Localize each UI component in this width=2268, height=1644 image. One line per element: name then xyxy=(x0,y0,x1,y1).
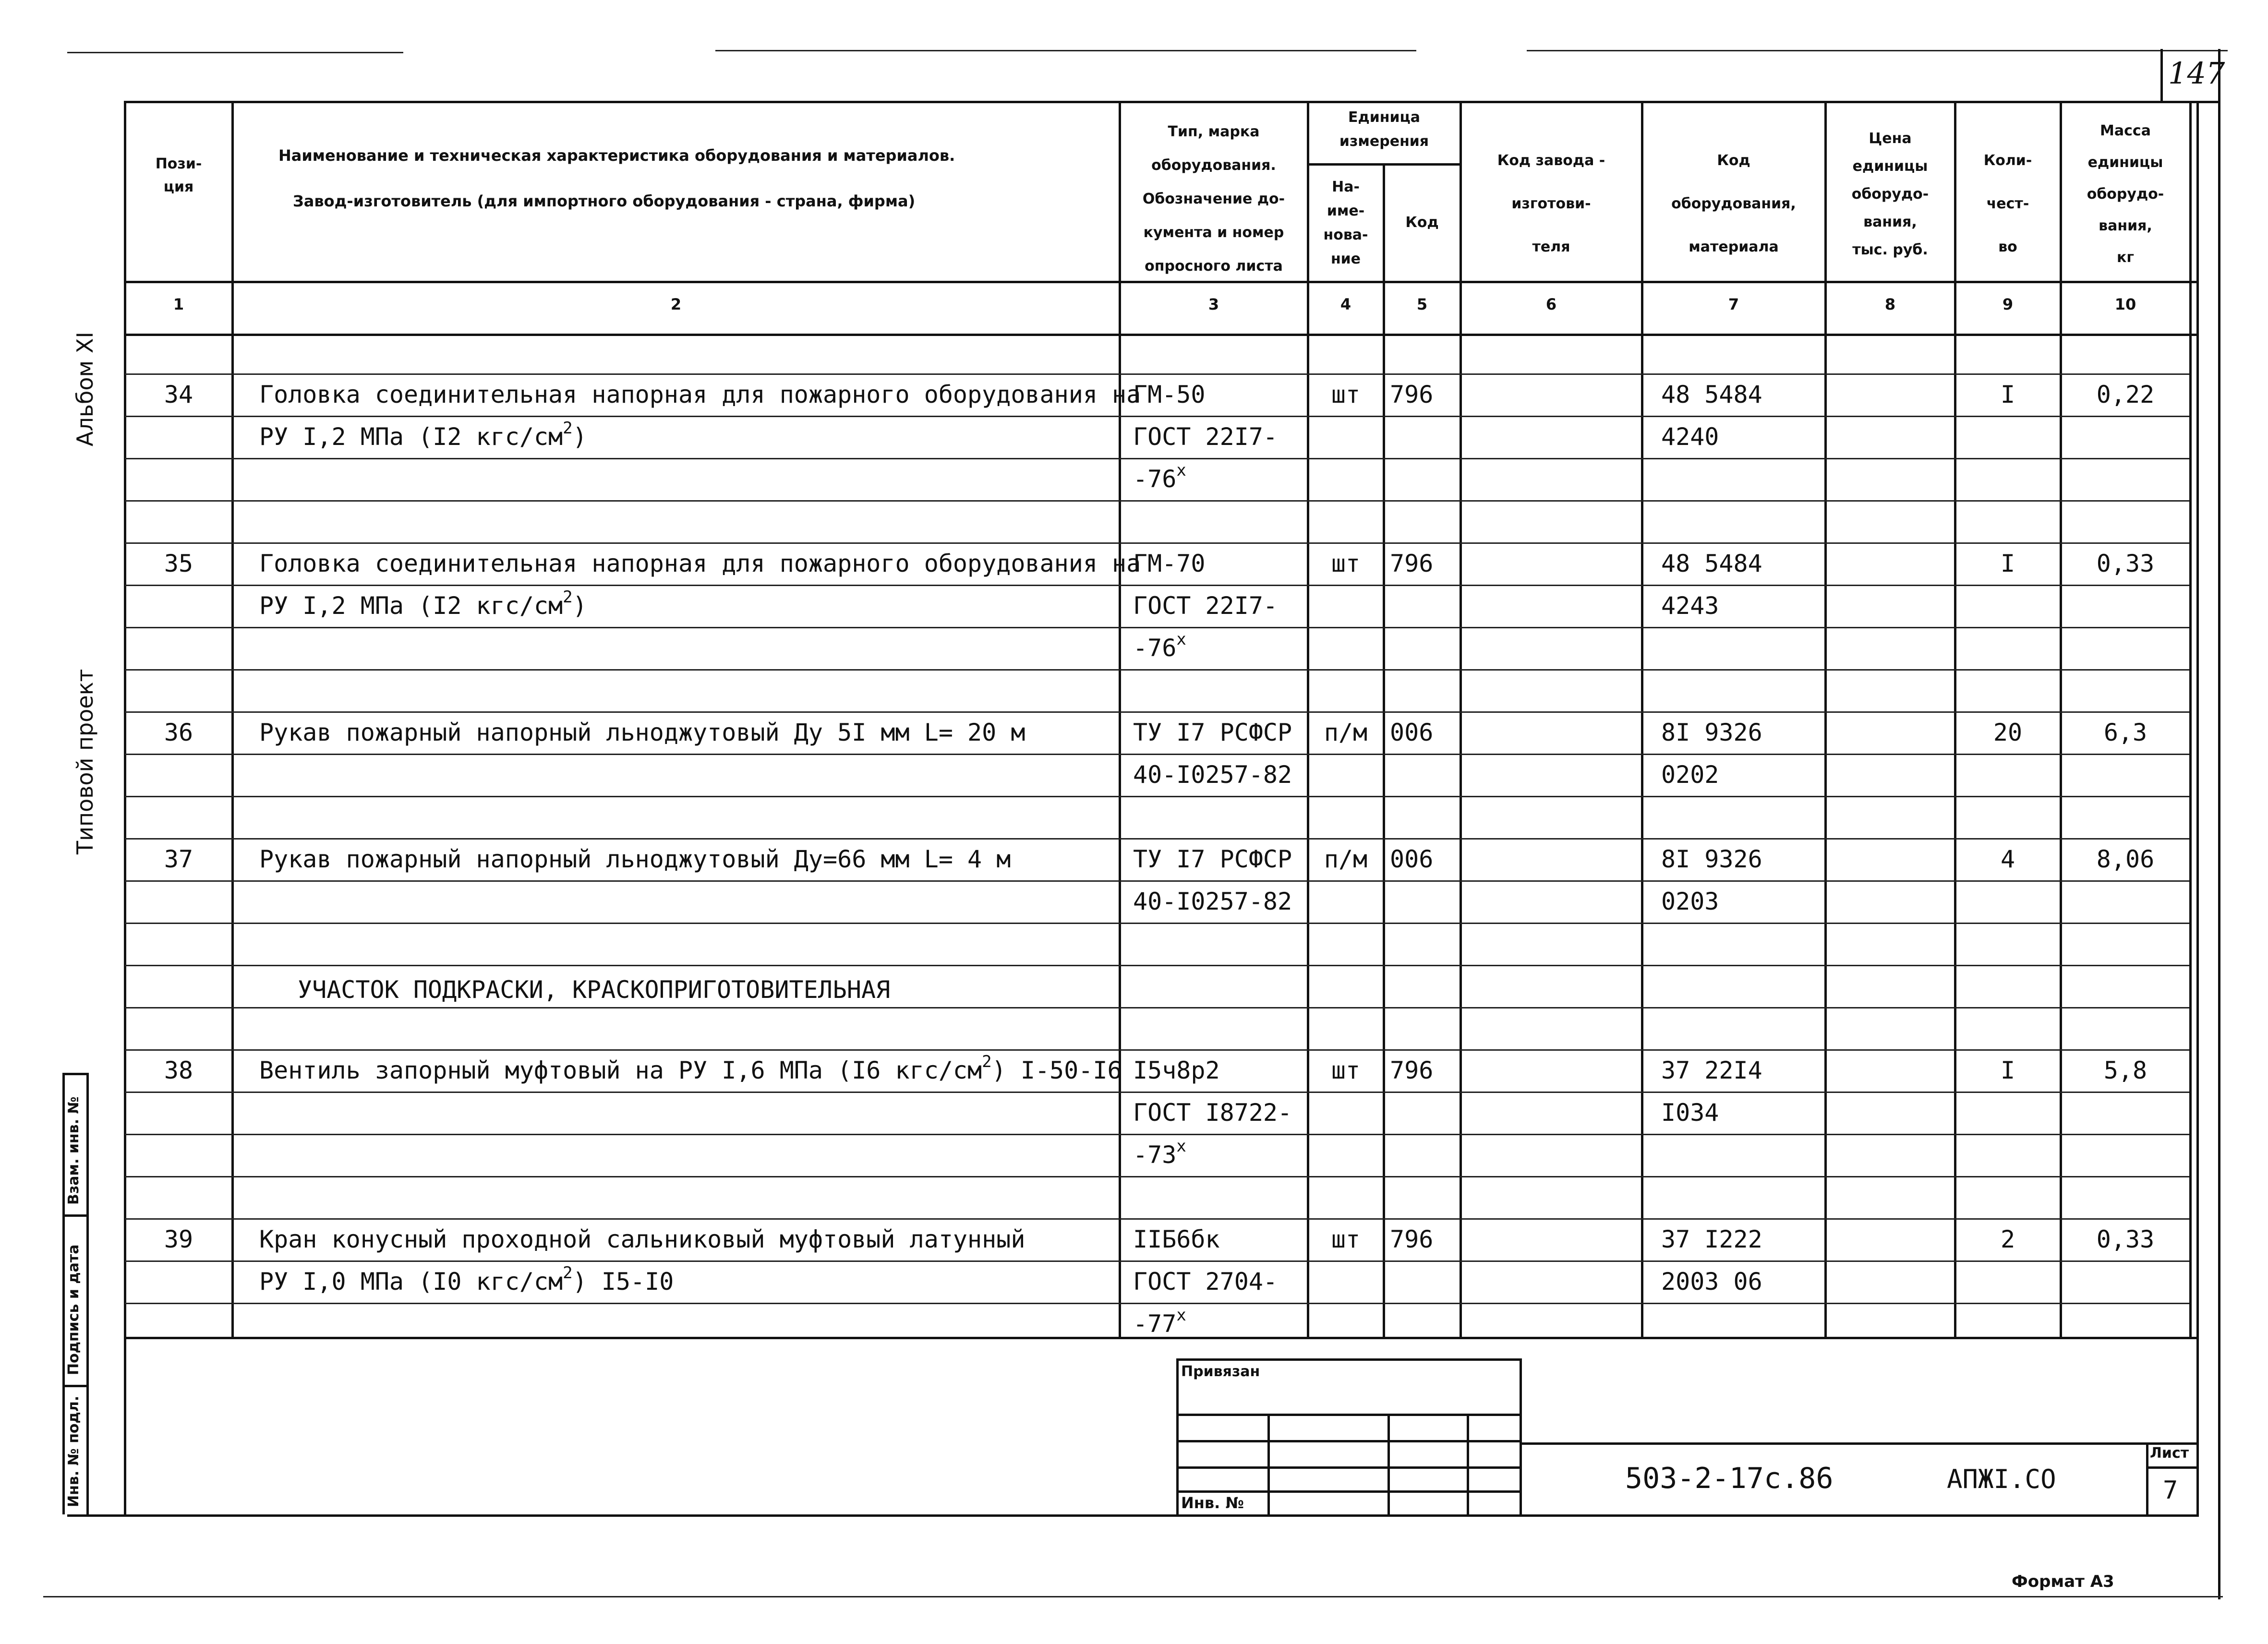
row-line xyxy=(125,965,2189,966)
stamp-grid-v2 xyxy=(1387,1414,1390,1514)
unit-mass: 0,22 xyxy=(2096,381,2155,408)
equipment-code: 8I 9326 xyxy=(1661,845,1762,873)
colnum-7: 7 xyxy=(1728,295,1739,313)
equipment-code: 0202 xyxy=(1661,761,1719,789)
item-type xyxy=(1133,591,1278,620)
colnum-5: 5 xyxy=(1416,295,1428,313)
colnum-6: 6 xyxy=(1545,295,1557,313)
side-box-top xyxy=(62,1073,89,1075)
row-line xyxy=(125,1218,2189,1220)
row-line xyxy=(125,754,2189,755)
unit-mass: 5,8 xyxy=(2103,1056,2147,1084)
item-type-text: 40-I0257-82 xyxy=(1133,761,1292,789)
item-name-tail: ) I5-I0 xyxy=(572,1268,674,1296)
item-type xyxy=(1133,718,1292,747)
row-line xyxy=(125,585,2189,586)
header-price: Цена единицы оборудо- вания, тыс. руб. xyxy=(1851,130,1929,258)
row-line xyxy=(125,1134,2189,1135)
side-box-original-inv: Инв. № подл. xyxy=(65,1395,82,1507)
stamp-grid-v3 xyxy=(1467,1414,1469,1514)
row-line xyxy=(125,880,2189,882)
item-name-tail: ) xyxy=(572,423,587,451)
item-type xyxy=(1133,1225,1220,1254)
row-line xyxy=(125,796,2189,797)
side-box-left xyxy=(62,1073,65,1514)
side-box-sep2 xyxy=(62,1385,89,1387)
item-type xyxy=(1133,1306,1186,1338)
item-name-text: Вентиль запорный муфтовый на РУ I,6 МПа (I6 кгс/см xyxy=(259,1056,982,1084)
item-type xyxy=(1133,461,1186,493)
unit-subheader-line xyxy=(1307,163,1460,166)
unit-mass: 0,33 xyxy=(2096,1225,2155,1253)
stamp-sheet-left xyxy=(2146,1442,2148,1514)
item-type-text: ГМ-50 xyxy=(1133,381,1206,408)
row-line xyxy=(125,1007,2189,1008)
item-name-superscript: 2 xyxy=(563,588,573,607)
stamp-attached-right xyxy=(1520,1358,1522,1514)
quantity: 4 xyxy=(2000,845,2015,873)
row-line xyxy=(125,627,2189,628)
stamp-title-top xyxy=(1520,1442,2196,1445)
item-type xyxy=(1133,1267,1278,1296)
side-box-mid xyxy=(86,1073,89,1514)
colnum-bottom xyxy=(125,334,2199,336)
item-name xyxy=(259,1263,674,1296)
stamp-inv-label: Инв. № xyxy=(1181,1494,1244,1512)
unit-code: 796 xyxy=(1390,1225,1434,1253)
item-type-text: ТУ I7 РСФСР xyxy=(1133,719,1292,746)
side-box-sep1 xyxy=(62,1214,89,1217)
header-mass: Масса единицы оборудо- вания, кг xyxy=(2087,122,2164,266)
item-name-text: РУ I,2 МПа (I2 кгс/см xyxy=(259,592,563,620)
row-line xyxy=(125,711,2189,713)
item-type-text: IIБ6бк xyxy=(1133,1225,1220,1253)
quantity: I xyxy=(2000,381,2015,408)
unit-code: 006 xyxy=(1390,719,1434,746)
row-line xyxy=(125,923,2189,924)
unit-mass: 0,33 xyxy=(2096,550,2155,577)
stamp-sheet-label: Лист xyxy=(2150,1445,2189,1462)
equipment-code: 0203 xyxy=(1661,888,1719,915)
stamp-attached-label: Привязан xyxy=(1181,1363,1260,1380)
item-type-superscript: х xyxy=(1176,630,1186,649)
header-factory-code: Код завода - изготови- теля xyxy=(1497,152,1605,255)
unit-name: п/м xyxy=(1324,845,1368,873)
col-sep-5 xyxy=(1460,101,1462,1337)
unit-name: п/м xyxy=(1324,719,1368,746)
unit-code: 796 xyxy=(1390,381,1434,408)
row-line xyxy=(125,1303,2189,1304)
item-type-text: -73 xyxy=(1133,1141,1177,1169)
item-type-superscript: х xyxy=(1176,461,1186,480)
item-name-text: РУ I,0 МПа (I0 кгс/см xyxy=(259,1268,563,1296)
row-line xyxy=(125,1176,2189,1177)
item-name xyxy=(259,380,1141,409)
header-equipment-code: Код оборудования, материала xyxy=(1671,152,1796,255)
row-line xyxy=(125,1092,2189,1093)
header-name-line2: Завод-изготовитель (для импортного оборудования - страна, фирма) xyxy=(293,192,916,210)
header-type: Тип, марка оборудования. Обозначение до- кумента и номер опросного листа xyxy=(1142,123,1285,275)
row-line xyxy=(125,416,2189,417)
colnum-3: 3 xyxy=(1208,295,1219,313)
position-number: 36 xyxy=(164,719,193,746)
top-rule-left xyxy=(67,52,403,53)
row-line xyxy=(125,373,2189,375)
position-number: 38 xyxy=(164,1056,193,1084)
item-type-text: ГОСТ 22I7- xyxy=(1133,423,1278,451)
quantity: I xyxy=(2000,550,2015,577)
item-type-text: 40-I0257-82 xyxy=(1133,888,1292,915)
top-rule-mid xyxy=(715,50,1416,51)
stamp-sheet-sep xyxy=(2146,1466,2196,1469)
equipment-code: 4243 xyxy=(1661,592,1719,620)
page-number: 147 xyxy=(2168,56,2225,91)
item-name xyxy=(259,1052,1122,1085)
colnum-1: 1 xyxy=(173,295,184,313)
item-name-text: Кран конусный проходной сальниковый муфтовый латунный xyxy=(259,1225,1025,1253)
item-name-text: Головка соединительная напорная для пожарного оборудования на xyxy=(259,550,1141,577)
equipment-code: 37 22I4 xyxy=(1661,1056,1762,1084)
stamp-doc-mark: АПЖI.СО xyxy=(1947,1464,2056,1494)
equipment-code: 8I 9326 xyxy=(1661,719,1762,746)
item-type-text: ТУ I7 РСФСР xyxy=(1133,845,1292,873)
unit-name: шт xyxy=(1331,1225,1361,1253)
equipment-code: 48 5484 xyxy=(1661,550,1762,577)
col-sep-7 xyxy=(1824,101,1827,1337)
equipment-code: 4240 xyxy=(1661,423,1719,451)
header-position: Пози- ция xyxy=(155,156,202,195)
item-name xyxy=(259,419,587,451)
header-unit-code: Код xyxy=(1405,214,1439,231)
colnum-9: 9 xyxy=(2002,295,2014,313)
quantity: 20 xyxy=(1993,719,2023,746)
equipment-code: 48 5484 xyxy=(1661,381,1762,408)
colnum-10: 10 xyxy=(2114,295,2136,313)
item-type-text: I5ч8р2 xyxy=(1133,1056,1220,1084)
col-sep-1 xyxy=(231,101,234,1337)
position-number: 39 xyxy=(164,1225,193,1253)
row-line xyxy=(125,1260,2189,1262)
header-quantity: Коли- чест- во xyxy=(1983,152,2032,255)
page-number-box-right xyxy=(2218,49,2220,1599)
item-name-text: РУ I,2 МПа (I2 кгс/см xyxy=(259,423,563,451)
item-type xyxy=(1133,1056,1220,1085)
colnum-2: 2 xyxy=(670,295,682,313)
item-name-tail: ) xyxy=(572,592,587,620)
item-type-text: ГОСТ 22I7- xyxy=(1133,592,1278,620)
section-title: УЧАСТОК ПОДКРАСКИ, КРАСКОПРИГОТОВИТЕЛЬНАЯ xyxy=(298,976,891,1004)
item-type-text: ГМ-70 xyxy=(1133,550,1206,577)
project-label: Типовой проект xyxy=(72,669,98,854)
item-type xyxy=(1133,549,1206,578)
quantity: 2 xyxy=(2000,1225,2015,1253)
item-name-text: Рукав пожарный напорный льноджутовый Ду 5I мм L= 20 м xyxy=(259,719,1025,746)
unit-name: шт xyxy=(1331,1056,1361,1084)
item-type-text: -76 xyxy=(1133,465,1177,493)
stamp-sheet-number: 7 xyxy=(2163,1476,2178,1505)
col-sep-6 xyxy=(1641,101,1643,1337)
row-line xyxy=(125,669,2189,671)
equipment-code: 37 I222 xyxy=(1661,1225,1762,1253)
item-name-text: Рукав пожарный напорный льноджутовый Ду=66 мм L= 4 м xyxy=(259,845,1011,873)
position-number: 35 xyxy=(164,550,193,577)
item-type-text: ГОСТ 2704- xyxy=(1133,1268,1278,1296)
side-box-signature-date: Подпись и дата xyxy=(65,1244,82,1375)
unit-code: 006 xyxy=(1390,845,1434,873)
item-name xyxy=(259,1225,1025,1254)
unit-name: шт xyxy=(1331,550,1361,577)
item-type-text: -76 xyxy=(1133,634,1177,662)
item-type xyxy=(1133,887,1292,916)
stamp-grid-v1 xyxy=(1267,1414,1270,1514)
item-name-superscript: 2 xyxy=(563,1263,573,1283)
item-name-tail: ) I-50-I6 xyxy=(991,1056,1122,1084)
row-line xyxy=(125,1049,2189,1051)
item-type xyxy=(1133,1137,1186,1169)
frame-right xyxy=(2196,101,2199,1517)
quantity: I xyxy=(2000,1056,2015,1084)
item-name-text: Головка соединительная напорная для пожарного оборудования на xyxy=(259,381,1141,408)
equipment-code: I034 xyxy=(1661,1099,1719,1127)
item-name xyxy=(259,549,1141,578)
item-type xyxy=(1133,422,1278,451)
frame-bottom xyxy=(67,1514,2199,1517)
stamp-doc-code: 503-2-17с.86 xyxy=(1625,1462,1834,1495)
item-type-text: ГОСТ I8722- xyxy=(1133,1099,1292,1127)
unit-code: 796 xyxy=(1390,1056,1434,1084)
col-sep-10 xyxy=(2189,101,2192,1337)
item-type xyxy=(1133,760,1292,789)
header-unit-name: На- име- нова- ние xyxy=(1323,179,1368,267)
unit-name: шт xyxy=(1331,381,1361,408)
item-type xyxy=(1133,630,1186,662)
colnum-4: 4 xyxy=(1340,295,1351,313)
item-type xyxy=(1133,845,1292,874)
item-name xyxy=(259,845,1011,874)
unit-mass: 6,3 xyxy=(2103,719,2147,746)
format-label: Формат А3 xyxy=(2012,1572,2114,1591)
header-unit-group: Единица измерения xyxy=(1339,109,1429,150)
header-name-line1: Наименование и техническая характеристика оборудования и материалов. xyxy=(278,146,955,165)
col-sep-2 xyxy=(1119,101,1121,1337)
unit-mass: 8,06 xyxy=(2096,845,2155,873)
item-type xyxy=(1133,1098,1292,1127)
item-name-superscript: 2 xyxy=(982,1052,992,1071)
item-type-text: -77 xyxy=(1133,1310,1177,1338)
side-box-replace-inv: Взам. инв. № xyxy=(65,1096,82,1205)
col-sep-4 xyxy=(1383,163,1385,1337)
item-type xyxy=(1133,380,1206,409)
top-rule-right xyxy=(1527,50,2228,51)
page-number-box-left xyxy=(2160,49,2163,102)
position-number: 34 xyxy=(164,381,193,408)
position-number: 37 xyxy=(164,845,193,873)
bottom-rule xyxy=(43,1596,2223,1597)
stamp-attached-top xyxy=(1176,1358,1522,1361)
album-label: Альбом XI xyxy=(72,332,98,446)
equipment-code: 2003 06 xyxy=(1661,1268,1762,1296)
item-type-superscript: х xyxy=(1176,1137,1186,1156)
colnum-8: 8 xyxy=(1884,295,1896,313)
item-type-superscript: х xyxy=(1176,1306,1186,1325)
item-name-superscript: 2 xyxy=(563,419,573,438)
table-top xyxy=(125,101,2218,103)
row-line xyxy=(125,838,2189,840)
unit-code: 796 xyxy=(1390,550,1434,577)
item-name xyxy=(259,588,587,620)
row-line xyxy=(125,500,2189,502)
item-name xyxy=(259,718,1025,747)
row-line xyxy=(125,542,2189,544)
row-line xyxy=(125,458,2189,459)
